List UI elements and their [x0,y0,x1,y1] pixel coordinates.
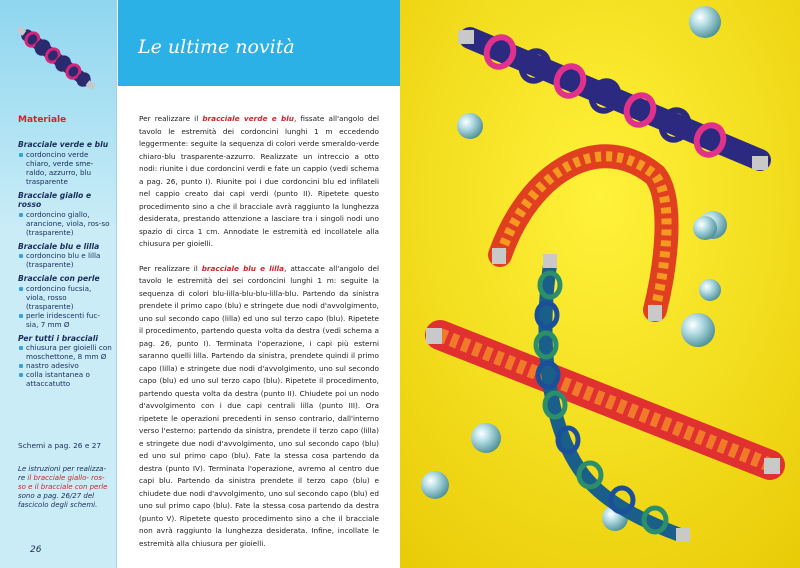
bracelet-thumbnail-image [6,8,106,108]
marble-image [681,313,715,347]
marble-image [693,216,717,240]
material-group-title: Bracciale verde e blu [18,140,109,149]
material-item: cordoncino fucsia, viola, rosso (trasparente) [18,284,112,311]
marble-image [421,471,449,499]
bracelets-photo-illustration [400,0,800,568]
note-text: Le istruzioni per realizza-re [18,465,106,482]
para-text: Per realizzare il [139,114,203,123]
note-highlight: il bracciale giallo- ros-so e il bracciale con perle [18,474,108,491]
para-text: Per realizzare il [139,263,202,273]
marble-image [689,6,721,38]
para-text: , fissate all'angolo del tavolo le estremità dei cordoncini lunghi 1 m eccedendo leggermente: seguite la sequenza di colori verde smeraldo-verde chiaro-blu trasparente-azzurro. Realizzate un intreccio a otto nodi: riunite i due cordoncini verdi e fate un cappio (vedi schema a pag. 26, punto I). Riunite poi i due cordoncini blu ed infilateli nel cappio creato dai capi verdi (punto II). Ripetete questo procedimento sino a che il bracciale avrà raggiunto la lunghezza desiderata, prestando attenzione a lasciare tra i singoli nodi uno spazio di circa 1 cm. Annodate le estremità ed incollatele alla chiusura per gioielli. [139,114,379,248]
para-emphasis: bracciale verde e blu [202,114,294,123]
material-item: chiusura per gioielli con moschettone, 8 mm Ø [18,343,112,361]
material-group [18,140,112,186]
material-group [18,242,112,270]
material-group [18,334,112,389]
schemes-reference: Schemi a pag. 26 e 27 [18,441,102,450]
paragraph-green-blue [139,113,379,251]
paragraph-blue-lilac [139,263,379,551]
marble-image [471,423,501,453]
material-item: nastro adesivo [18,361,112,370]
page-number: 26 [30,545,42,555]
material-group-title: Bracciale giallo e rosso [18,190,92,209]
sidebar [0,0,117,568]
material-item: perle iridescenti fuc-sia, 7 mm Ø [18,311,112,329]
material-item: cordoncino verde chiaro, verde sme-raldo, azzurro, blu trasparente [18,150,112,186]
para-emphasis: bracciale blu e lilla [201,263,285,273]
bracelets-photo [400,0,800,568]
material-group [18,191,112,237]
materials-title: Materiale [18,115,67,125]
body-text [139,113,379,562]
note-text: sono a pag. 26/27 del fascicolo degli schemi. [18,492,98,509]
page-title: Le ultime novità [138,36,295,58]
material-item: colla istantanea o attaccatutto [18,370,112,388]
material-group-title: Per tutti i bracciali [18,333,98,343]
material-group-title: Bracciale con perle [18,274,100,283]
marble-image [457,113,483,139]
material-item: cordoncino giallo, arancione, viola, ros-so (trasparente) [18,210,112,237]
material-group-title: Bracciale blu e lilla [18,241,100,251]
material-item: cordoncino blu e lilla (trasparente) [18,251,112,269]
materials-list [18,140,112,393]
para-text: , attaccate all'angolo del tavolo le estremità dei sei cordoncini lunghi 1 m: seguite la sequenza di colori blu-lilla-blu-blu-lilla-blu. Partendo da sinistra prendete il primo capo (blu) e stringete due nodi d'avvolgimento, uno sul secondo capo (lilla) ed uno sul terzo capo (blu). Ripetete il procedimento, partendo questa volta da destra (vedi schema a pag. 26, punto I). Terminata l'operazione, i capi più esterni saranno quelli lilla. Partendo da sinistra, prendete quindi il primo capo (lilla) e stringete due nodi d'avvolgimento, uno sul secondo capo (blu) ed uno sul terzo capo (blu). Ripetete il procedimento, partendo questa volta da destra (punto II). Chiudete poi un nodo d'avvolgimento con i due capi centrali lilla (punto III). Ora ripetete le operazioni precedenti in senso contrario, dall'interno verso l'esterno: partendo da sinistra, prendete il terzo capo (lilla) e stringete due nodi d'avvolgimento, uno sul secondo capo (blu) ed uno sul primo capo (blu). Fate la stessa cosa partendo da destra (punto IV). Terminata l'operazione, avremo al centro due capi blu. Partendo da sinistra prendete il terzo capo (blu) e chiudete due nodi d'avvolgimento, uno sul secondo capo (blu) ed uno sul primo capo (blu). Fate la stessa cosa partendo da destra (punto V). Ripetete questo procedimento sino a che il bracciale non avrà raggiunto la lunghezza desiderata. Infine, incollate le estremità alla chiusura per gioielli. [139,263,379,548]
material-group [18,274,112,329]
instructions-note [18,465,110,510]
marble-image [699,279,721,301]
